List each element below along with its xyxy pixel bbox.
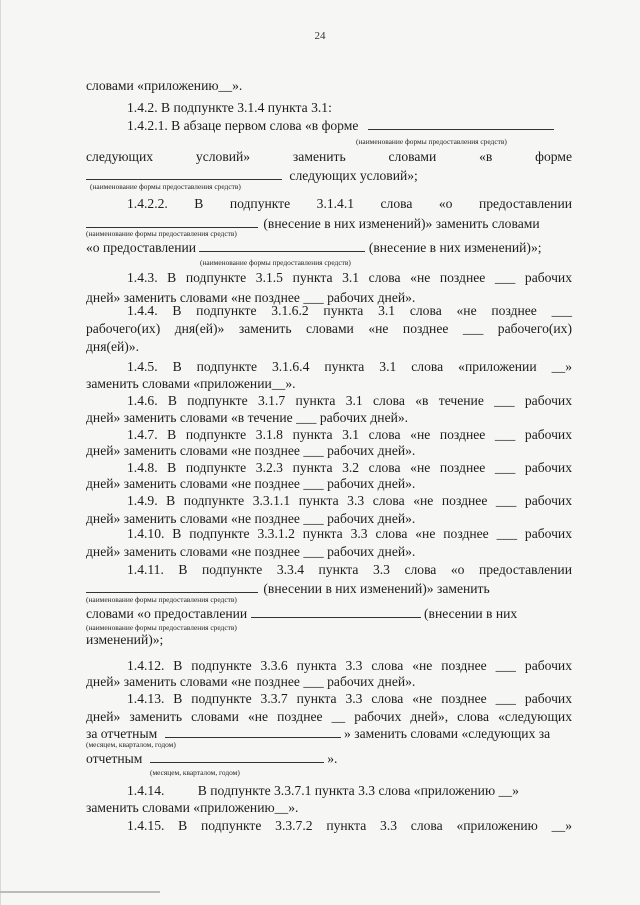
text-line: дней» заменить словами «не позднее ___ рабочих дней». (86, 443, 416, 458)
blank-field (199, 240, 365, 252)
blank-field (165, 726, 341, 738)
text-line (86, 240, 572, 256)
text-fragment: за отчетным (86, 726, 158, 741)
text-fragment: (внесении в них изменений)» заменить (263, 581, 490, 596)
text-fragment: (внесение в них изменений)» заменить словами (263, 216, 540, 231)
text-fragment: следующих условий»; (289, 168, 418, 183)
text-fragment: отчетным (86, 751, 143, 766)
blank-field (368, 118, 554, 130)
field-caption: (месяцем, кварталом, годом) (150, 768, 240, 777)
text-fragment: ». (327, 751, 338, 766)
text-line: 1.4.8. В подпункте 3.2.3 пункта 3.2 слова «не позднее ___ рабочих (127, 460, 572, 475)
text-line (86, 751, 572, 767)
field-caption: (наименование формы предоставления средств) (90, 182, 241, 191)
text-line: дней» заменить словами «не позднее ___ рабочих дней». (86, 290, 416, 305)
text-line: дней» заменить словами «в течение ___ рабочих дней». (86, 410, 409, 425)
text-line: 1.4.11. В подпункте 3.3.4 пункта 3.3 слова «о предоставлении (127, 562, 572, 577)
text-line: изменений)»; (86, 632, 164, 647)
field-caption: (наименование формы предоставления средств) (356, 137, 507, 146)
text-line: словами «приложению__». (86, 78, 243, 93)
text-line: 1.4.7. В подпункте 3.1.8 пункта 3.1 слова «не позднее ___ рабочих (127, 427, 572, 442)
text-line: 1.4.9. В подпункте 3.3.1.1 пункта 3.3 слова «не позднее ___ рабочих (127, 493, 572, 508)
text-line: 1.4.12. В подпункте 3.3.6 пункта 3.3 слова «не позднее ___ рабочих (127, 658, 572, 673)
text-line: 1.4.13. В подпункте 3.3.7 пункта 3.3 слова «не позднее ___ рабочих (127, 691, 572, 706)
blank-field (150, 751, 324, 763)
field-caption: (наименование формы предоставления средств) (200, 258, 351, 267)
scan-artifact-line (0, 891, 160, 893)
field-caption: (месяцем, кварталом, годом) (86, 740, 176, 749)
text-line (86, 606, 572, 622)
field-caption: (наименование формы предоставления средств) (86, 595, 237, 604)
text-line: 1.4.5. В подпункте 3.1.6.4 пункта 3.1 слова «приложении __» (127, 359, 572, 374)
text-line: заменить словами «приложению__». (86, 800, 299, 815)
text-fragment: 1.4.14. (127, 783, 165, 798)
blank-field (251, 606, 421, 618)
text-line (127, 783, 572, 799)
text-fragment: В подпункте 3.3.7.1 пункта 3.3 слова «приложению __» (197, 783, 519, 798)
text-line: дней» заменить словами «не позднее __ рабочих дней», слова «следующих (86, 709, 572, 724)
text-line: дня(ей)». (86, 339, 140, 354)
text-line: заменить словами «приложении__». (86, 376, 296, 391)
text-fragment: 1.4.2.1. В абзаце первом слова «в форме (127, 118, 359, 133)
text-line: 1.4.2. В подпункте 3.1.4 пункта 3.1: (127, 100, 332, 115)
text-line: дней» заменить словами «не позднее ___ рабочих дней». (86, 476, 416, 491)
text-fragment: (внесение в них изменений)»; (368, 240, 542, 255)
text-line: следующих условий» заменить словами «в форме (86, 149, 572, 164)
text-line: дней» заменить словами «не позднее ___ рабочих дней». (86, 674, 416, 689)
blank-field (86, 216, 258, 228)
text-line: дней» заменить словами «не позднее ___ рабочих дней». (86, 544, 416, 559)
blank-field (86, 581, 258, 593)
text-fragment: (внесении в них (424, 606, 518, 621)
page-number: 24 (314, 30, 326, 42)
text-line: рабочего(их) дня(ей)» заменить словами «не позднее ___ рабочего(их) (86, 321, 572, 336)
blank-field (86, 168, 282, 180)
text-line: дней» заменить словами «не позднее ___ рабочих дней». (86, 511, 416, 526)
field-caption: (наименование формы предоставления средств) (86, 229, 237, 238)
text-line: 1.4.15. В подпункте 3.3.7.2 пункта 3.3 слова «приложению __» (127, 818, 572, 833)
field-caption: (наименование формы предоставления средств) (86, 623, 237, 632)
text-fragment: «о предоставлении (86, 240, 197, 255)
text-line: 1.4.10. В подпункте 3.3.1.2 пункта 3.3 слова «не позднее ___ рабочих (127, 526, 572, 541)
text-line: 1.4.4. В подпункте 3.1.6.2 пункта 3.1 слова «не позднее ___ (127, 303, 572, 318)
scan-edge (0, 0, 1, 905)
text-line: 1.4.2.2. В подпункте 3.1.4.1 слова «о предоставлении (127, 196, 572, 211)
text-line: 1.4.6. В подпункте 3.1.7 пункта 3.1 слова «в течение ___ рабочих (127, 393, 572, 408)
text-line (127, 118, 572, 134)
text-fragment: » заменить словами «следующих за (344, 726, 551, 741)
text-fragment: словами «о предоставлении (86, 606, 248, 621)
text-line: 1.4.3. В подпункте 3.1.5 пункта 3.1 слова «не позднее ___ рабочих (127, 270, 572, 285)
